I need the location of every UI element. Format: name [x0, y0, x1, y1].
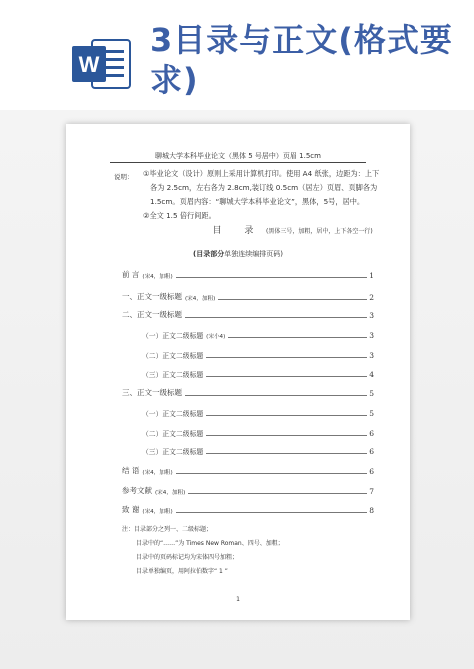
toc-entry-page: 5: [369, 409, 374, 418]
toc-entry[interactable]: [142, 348, 374, 360]
toc-leader-line: [206, 357, 367, 358]
header-banner: [0, 0, 474, 112]
toc-entry-page: 3: [369, 311, 374, 320]
toc-entry-title: 致 谢: [122, 505, 140, 514]
toc-entry-format-note: (宋4，加粗): [142, 274, 173, 280]
toc-entry-title: 结 语: [122, 466, 140, 475]
note-line: ②全文 1.5 倍行间距。: [143, 211, 216, 220]
toc-leader-line: [206, 435, 367, 436]
toc-entry-page: 4: [369, 370, 374, 379]
toc-entry-format-note: (宋4，加粗): [142, 470, 173, 476]
document-page: [66, 124, 410, 620]
note-line: ①毕业论文（设计）原则上采用计算机打印。使用 A4 纸张，边距为：上下: [143, 169, 380, 178]
toc-leader-line: [206, 415, 367, 416]
page-header: 聊城大学本科毕业论文（黑体 5 号居中）页眉 1.5cm: [155, 152, 321, 160]
toc-entry-format-note: (宋4，加粗): [185, 296, 216, 302]
toc-entry-title: （三）正文二级标题: [142, 448, 204, 456]
toc-entry[interactable]: [142, 426, 374, 438]
toc-entry-title: （三）正文二级标题: [142, 371, 204, 379]
toc-entry-title: 三、正文一级标题: [122, 388, 182, 397]
toc-entry-page: 5: [369, 389, 374, 398]
toc-entry[interactable]: [142, 444, 374, 456]
toc-entry[interactable]: [142, 406, 374, 418]
toc-leader-line: [218, 299, 367, 300]
toc-subtitle-rest: 单独连续编排页码): [224, 250, 283, 258]
toc-leader-line: [188, 493, 367, 494]
toc-leader-line: [206, 453, 367, 454]
toc-leader-line: [185, 317, 367, 318]
toc-entry-title: 前 言: [122, 270, 140, 279]
toc-leader-line: [206, 376, 367, 377]
footnote-line: 目录中的“……”为 Times New Roman、四号、加粗；: [136, 540, 284, 547]
toc-entry-page: 6: [369, 467, 374, 476]
footnote-line: 目录单独编页，用阿拉伯数字“ 1 ”: [136, 568, 228, 575]
toc-entry-page: 6: [369, 447, 374, 456]
toc-entry-page: 6: [369, 429, 374, 438]
toc-entry-title: 一、正文一级标题: [122, 292, 182, 301]
note-label: 说明：: [114, 173, 134, 181]
toc-leader-line: [228, 337, 367, 338]
toc-entry[interactable]: [122, 386, 374, 398]
toc-subtitle-bold: (目录部分: [193, 250, 225, 258]
toc-title-note: (黑体三号，加粗，居中，上下各空一行): [266, 228, 373, 235]
toc-entry[interactable]: [122, 268, 374, 280]
toc-entry-page: 3: [369, 331, 374, 340]
toc-entry[interactable]: [142, 367, 374, 379]
toc-entry-title: 二、正文一级标题: [122, 310, 182, 319]
toc-entry-title: （一）正文二级标题: [142, 332, 204, 340]
footnote-line: 目录中的页码标记均为宋体四号加粗；: [136, 554, 239, 561]
toc-entry-page: 2: [369, 293, 374, 302]
word-logo-letter: W: [78, 52, 100, 77]
toc-entry-format-note: (宋4，加粗): [142, 509, 173, 515]
toc-leader-line: [176, 473, 368, 474]
toc-leader-line: [176, 512, 368, 513]
toc-entry-title: （二）正文二级标题: [142, 430, 204, 438]
toc-entry-format-note: (宋小4): [206, 334, 226, 340]
page-number: 1: [236, 596, 240, 603]
word-logo-icon: [70, 32, 134, 96]
toc-entry-title: （一）正文二级标题: [142, 410, 204, 418]
banner-title: 3目录与正文(格式要求): [150, 21, 453, 99]
toc-entry[interactable]: [122, 484, 374, 496]
toc-entry[interactable]: [122, 503, 374, 515]
toc-entry-format-note: (宋4，加粗): [155, 490, 186, 496]
note-line: 各为 2.5cm，左右各为 2.8cm,装订线 0.5cm（居左）页眉、页脚各为: [150, 183, 378, 192]
toc-entry-page: 7: [369, 487, 374, 496]
toc-subtitle: [66, 249, 410, 259]
toc-entry-title: （二）正文二级标题: [142, 352, 204, 360]
toc-entry-page: 8: [369, 506, 374, 515]
toc-entry[interactable]: [122, 308, 374, 320]
toc-entry[interactable]: [142, 328, 374, 340]
toc-leader-line: [176, 277, 368, 278]
toc-leader-line: [185, 395, 367, 396]
footnote-line: 注：目录部分之列一、二级标题；: [122, 526, 213, 533]
toc-entry-title: 参考文献: [122, 486, 152, 495]
toc-entry[interactable]: [122, 464, 374, 476]
toc-entry-page: 1: [369, 271, 374, 280]
toc-entry[interactable]: [122, 290, 374, 302]
note-line: 1.5cm。页眉内容：“聊城大学本科毕业论文”，黑体，5号，居中。: [150, 197, 365, 206]
toc-entry-page: 3: [369, 351, 374, 360]
header-rule: [110, 162, 366, 163]
toc-title: 目 录: [212, 226, 264, 236]
